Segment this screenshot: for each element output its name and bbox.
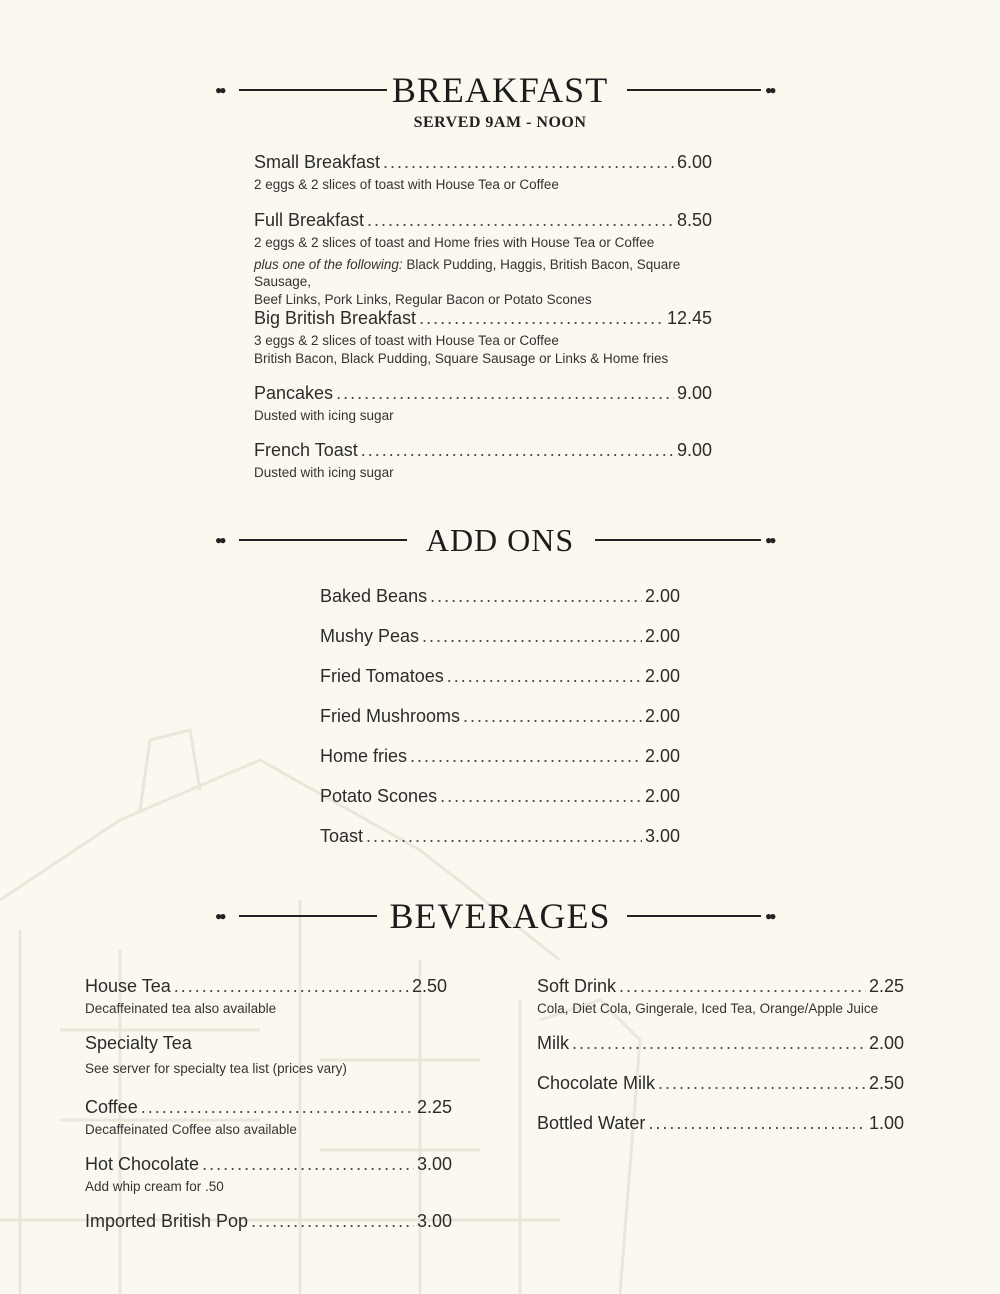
item-description: See server for specialty tea list (prices vary) [85, 1061, 347, 1076]
item-price: 3.00 [416, 1154, 452, 1174]
ornament-dots-icon: ●● [765, 909, 774, 923]
item-price: 2.50 [868, 1073, 904, 1093]
item-price: 3.00 [416, 1211, 452, 1231]
section-title: BREAKFAST [391, 70, 609, 110]
item-description: 3 eggs & 2 slices of toast with House Tea or Coffee [254, 333, 559, 348]
options-text: Black Pudding, Haggis, British Bacon, Square Sausage, [254, 257, 681, 289]
item-price: 2.00 [644, 586, 680, 606]
section-title: ADD ONS [425, 522, 575, 558]
item-name: Fried Mushrooms [320, 706, 461, 726]
item-price: 2.00 [644, 706, 680, 726]
item-description: 2 eggs & 2 slices of toast and Home fries with House Tea or Coffee [254, 235, 655, 250]
dot-leader [648, 1113, 866, 1134]
item-description: Decaffeinated Coffee also available [85, 1122, 297, 1137]
options-lead: plus one of the following: [254, 257, 403, 272]
menu-item [320, 626, 680, 647]
menu-item [85, 1154, 452, 1195]
dot-leader [422, 626, 642, 647]
item-price: 2.00 [644, 666, 680, 686]
item-name: Small Breakfast [254, 152, 381, 172]
menu-item [254, 210, 724, 308]
dot-leader [430, 586, 642, 607]
item-name: Big British Breakfast [254, 308, 417, 328]
item-name: Baked Beans [320, 586, 428, 606]
menu-item [537, 1033, 904, 1054]
item-name: Imported British Pop [85, 1211, 249, 1231]
dot-leader [447, 666, 642, 687]
item-description: 2 eggs & 2 slices of toast with House Tea or Coffee [254, 177, 559, 192]
ornament-dots-icon: ●● [215, 533, 224, 547]
dot-leader [410, 746, 642, 767]
item-price: 2.00 [644, 786, 680, 806]
item-description: Decaffeinated tea also available [85, 1001, 277, 1016]
menu-item [254, 308, 712, 367]
item-price: 2.00 [644, 746, 680, 766]
item-price: 6.00 [676, 152, 712, 172]
item-options-cont: Beef Links, Pork Links, Regular Bacon or Potato Scones [254, 292, 592, 307]
dot-leader [361, 440, 674, 461]
item-description: Dusted with icing sugar [254, 408, 394, 423]
menu-item [537, 976, 904, 1017]
dot-leader [367, 210, 674, 231]
item-name: French Toast [254, 440, 358, 460]
dot-leader [383, 152, 674, 173]
menu-item [320, 666, 680, 687]
item-price: 2.00 [644, 626, 680, 646]
item-price: 2.25 [416, 1097, 452, 1117]
item-name: Specialty Tea [85, 1033, 192, 1053]
menu-item [320, 746, 680, 767]
item-name: Pancakes [254, 383, 334, 403]
section-title: BEVERAGES [389, 896, 611, 936]
menu-item [537, 1113, 904, 1134]
item-name: Toast [320, 826, 364, 846]
divider [627, 89, 761, 91]
item-price: 9.00 [676, 440, 712, 460]
dot-leader [366, 826, 642, 847]
item-name: Home fries [320, 746, 408, 766]
dot-leader [141, 1097, 414, 1118]
item-name: Fried Tomatoes [320, 666, 444, 686]
menu-item [254, 440, 712, 481]
item-name: Coffee [85, 1097, 138, 1117]
dot-leader [336, 383, 674, 404]
item-price: 2.25 [868, 976, 904, 996]
item-price: 9.00 [676, 383, 712, 403]
item-name: Soft Drink [537, 976, 617, 996]
menu-item [320, 786, 680, 807]
item-name: Potato Scones [320, 786, 438, 806]
dot-leader [572, 1033, 866, 1054]
dot-leader [251, 1211, 414, 1232]
item-description: Add whip cream for .50 [85, 1179, 224, 1194]
item-name: Full Breakfast [254, 210, 365, 230]
dot-leader [440, 786, 642, 807]
divider [627, 915, 761, 917]
breakfast-hours: SERVED 9AM - NOON [413, 114, 587, 131]
dot-leader [658, 1073, 866, 1094]
menu-item [254, 383, 712, 424]
dot-leader [619, 976, 866, 997]
menu-item [85, 1097, 452, 1138]
item-price: 12.45 [666, 308, 712, 328]
item-price: 2.50 [411, 976, 447, 996]
item-description: Dusted with icing sugar [254, 465, 394, 480]
item-name: Mushy Peas [320, 626, 420, 646]
item-price: 1.00 [868, 1113, 904, 1133]
ornament-dots-icon: ●● [215, 909, 224, 923]
dot-leader [174, 976, 409, 997]
item-price: 2.00 [868, 1033, 904, 1053]
ornament-dots-icon: ●● [765, 533, 774, 547]
item-price: 3.00 [644, 826, 680, 846]
menu-item [320, 586, 680, 607]
item-name: Chocolate Milk [537, 1073, 656, 1093]
beverages-header [215, 896, 785, 936]
menu-item [320, 706, 680, 727]
item-name: Hot Chocolate [85, 1154, 200, 1174]
item-options [254, 256, 724, 290]
addons-header [215, 520, 785, 560]
menu-item [537, 1073, 904, 1094]
ornament-dots-icon: ●● [215, 83, 224, 97]
breakfast-header [215, 70, 785, 110]
divider [595, 539, 761, 541]
dot-leader [202, 1154, 414, 1175]
dot-leader [463, 706, 642, 727]
menu-item [254, 152, 712, 193]
menu-item [320, 826, 680, 847]
item-description: Cola, Diet Cola, Gingerale, Iced Tea, Orange/Apple Juice [537, 1001, 879, 1016]
item-name: Bottled Water [537, 1113, 646, 1133]
menu-item [85, 1211, 452, 1232]
item-description-cont: British Bacon, Black Pudding, Square Sausage or Links & Home fries [254, 351, 669, 366]
item-price: 8.50 [676, 210, 712, 230]
dot-leader [419, 308, 664, 329]
item-name: Milk [537, 1033, 569, 1053]
menu-item [85, 1033, 447, 1077]
item-name: House Tea [85, 976, 171, 996]
menu-item [85, 976, 447, 1017]
ornament-dots-icon: ●● [765, 83, 774, 97]
